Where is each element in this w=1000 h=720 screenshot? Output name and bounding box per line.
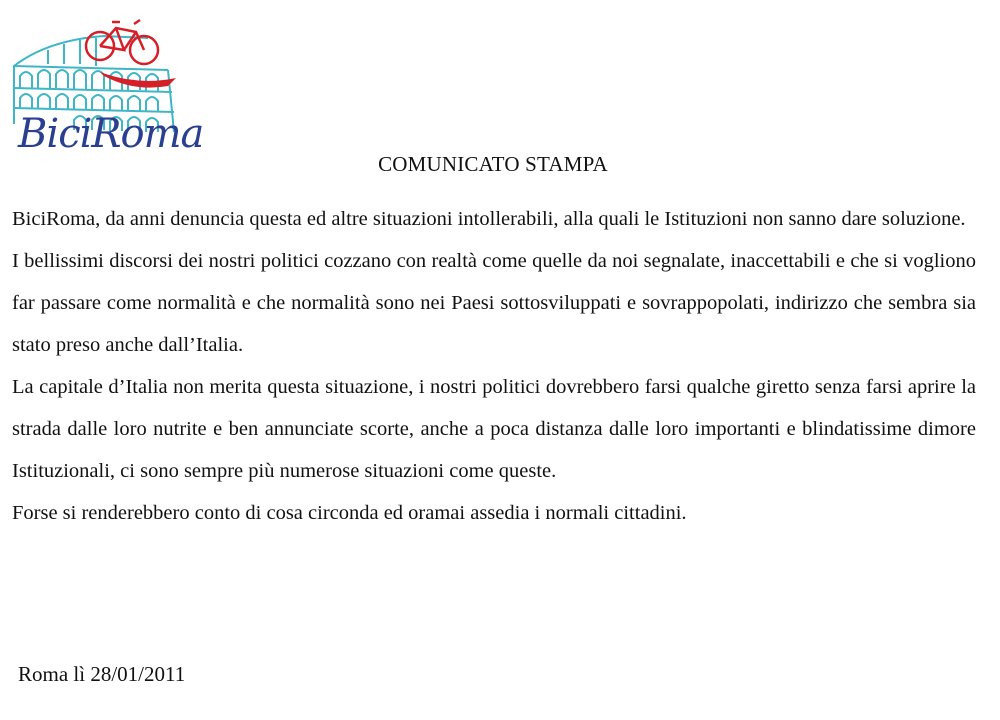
biciroma-logo (8, 14, 204, 157)
paragraph-1: BiciRoma, da anni denuncia questa ed altre situazioni intollerabili, alla quali le Istituzioni non sanno dare soluzione. (12, 208, 966, 230)
document-body (12, 198, 976, 534)
paragraph-2: I bellissimi discorsi dei nostri politici cozzano con realtà come quelle da noi segnalate, inaccettabili e che si vogliono far passare come normalità e che normalità sono nei Paesi sottosviluppati e sovrappopolati, indirizzo che sembra sia stato preso anche dall’Italia. (12, 250, 976, 356)
paragraph-3: La capitale d’Italia non merita questa situazione, i nostri politici dovrebbero farsi qualche giretto senza farsi aprire la strada dalle loro nutrite e ben annunciate scorte, anche a poca distanza dalle loro importanti e blindatissime dimore Istituzionali, ci sono sempre più numerose situazioni come queste. (12, 376, 976, 482)
document-title: COMUNICATO STAMPA (378, 152, 608, 176)
paragraph-4: Forse si renderebbero conto di cosa circonda ed oramai assedia i normali cittadini. (12, 502, 687, 524)
date-line: Roma lì 28/01/2011 (18, 662, 186, 686)
logo-wordmark: BiciRoma (18, 111, 204, 157)
